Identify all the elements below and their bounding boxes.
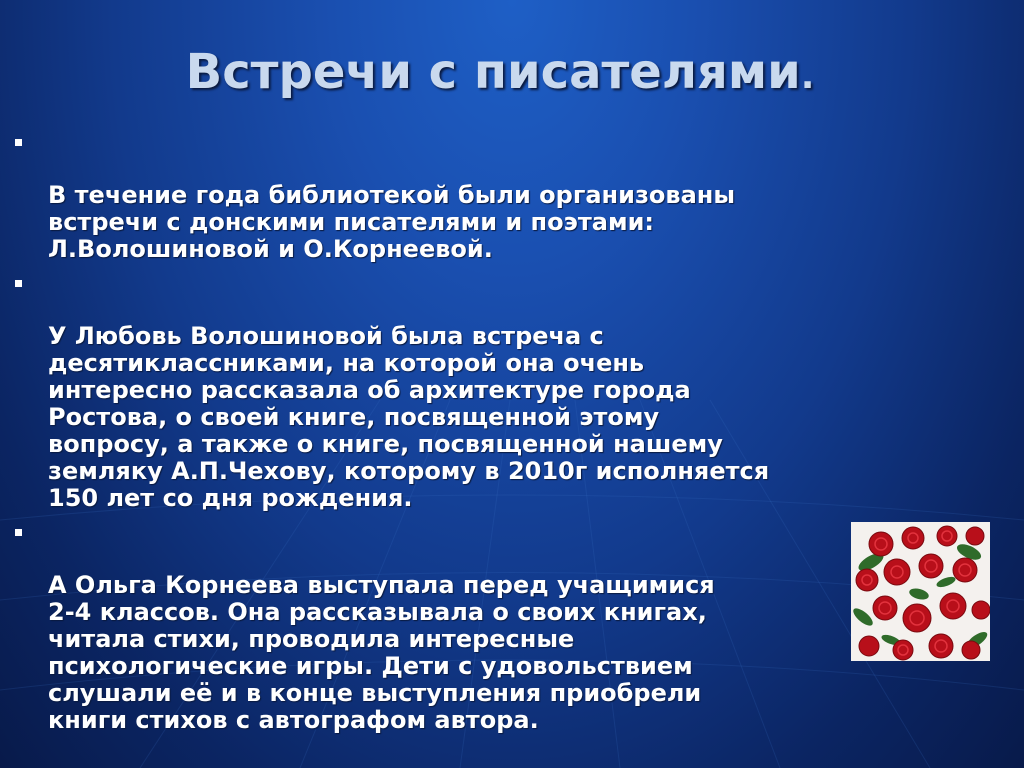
bullet-square-icon [15, 280, 22, 287]
slide-title [0, 44, 1000, 100]
bullet-text-1: В течение года библиотекой были организованы встречи с донскими писателями и поэтами: Л.Волошиновой и О.Корнеевой. [48, 181, 736, 263]
bullet-item-3 [10, 518, 910, 734]
slide-title-text: Встречи с писателями [185, 44, 801, 100]
bullet-item-1 [10, 128, 910, 263]
roses-image [851, 522, 990, 661]
bullet-text-2: У Любовь Волошиновой была встреча с десятиклассниками, на которой она очень интересно рассказала об архитектуре города Ростова, о своей книге, посвященной этому вопросу, а также о книге, посвященной нашему земляку А.П.Чехову, которому в 2010г исполняется 150 лет со дня рождения. [48, 322, 770, 512]
bullet-square-icon [15, 139, 22, 146]
slide-title-period: . [800, 56, 815, 97]
bullet-square-icon [15, 529, 22, 536]
bullet-list [10, 128, 910, 740]
bullet-item-2 [10, 269, 910, 512]
bullet-text-3: А Ольга Корнеева выступала перед учащимися 2-4 классов. Она рассказывала о своих книгах, читала стихи, проводила интересные психологические игры. Дети с удовольствием слушали её и в конце выступления приобрели книги стихов с автографом автора. [48, 571, 715, 734]
